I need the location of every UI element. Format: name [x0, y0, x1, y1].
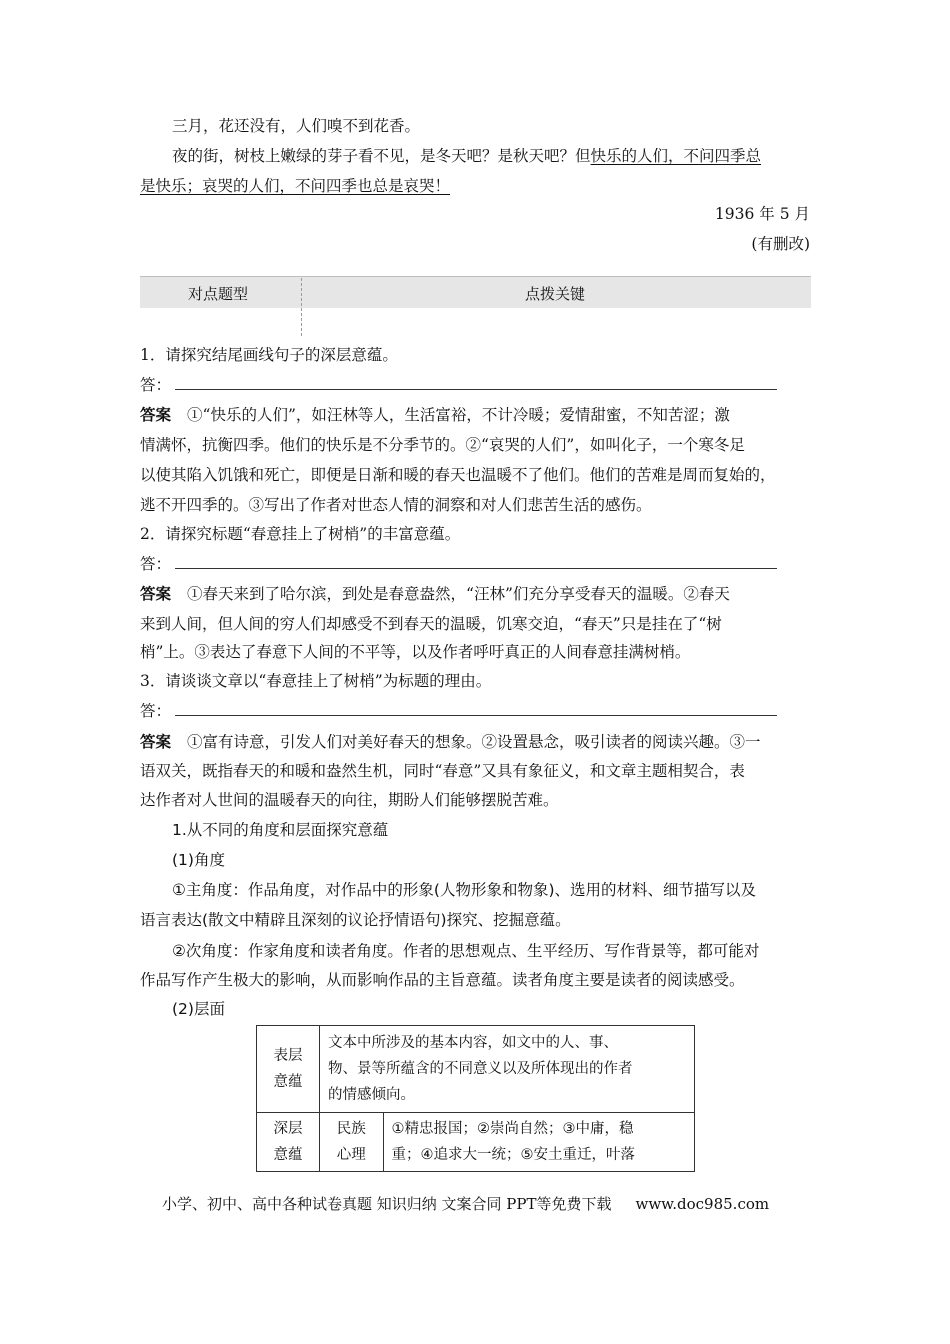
footer-text: 小学、初中、高中各种试卷真题 知识归纳 文案合同 PPT等免费下载: [162, 1195, 612, 1213]
guide-text: ①主角度：作品角度，对作品中的形象(人物形象和物象)、选用的材料、细节描写以及: [172, 881, 756, 899]
row-label: [257, 1026, 320, 1113]
header-question-type: 对点题型: [188, 285, 249, 303]
row-label-text: 表层: [273, 1048, 303, 1064]
answer-text: 以使其陷入饥饿和死亡，即便是日渐和暖的春天也温暖不了他们。他们的苦难是周而复始的，: [140, 466, 776, 484]
answer-prefix: 答：: [140, 555, 172, 573]
guide-text: 作品写作产生极大的影响，从而影响作品的主旨意蕴。读者角度主要是读者的阅读感受。: [140, 971, 745, 989]
answer-line-1: [140, 375, 777, 395]
row-content: [320, 1026, 695, 1113]
sub-label: [320, 1113, 384, 1172]
row-content: [383, 1113, 695, 1172]
row-label-text: 意蕴: [273, 1074, 303, 1090]
guide-subheading-level: (2)层面: [172, 1000, 225, 1018]
guide-heading: 1.从不同的角度和层面探究意蕴: [172, 821, 389, 839]
cell-text: ①精忠报国；②崇尚自然；③中庸，稳: [391, 1121, 634, 1137]
cell-text: 文本中所涉及的基本内容，如文中的人、事、: [328, 1035, 618, 1051]
answer-text: ①“快乐的人们”，如汪林等人，生活富裕，不计冷暖；爱情甜蜜，不知苦涩；激: [187, 406, 730, 424]
answer-text: ①富有诗意，引发人们对美好春天的想象。②设置悬念，吸引读者的阅读兴趣。③一: [187, 733, 761, 751]
section-header-bar: [140, 276, 811, 308]
page-footer: [162, 1193, 769, 1214]
answer-key-label: 答案: [140, 733, 172, 751]
underlined-sentence: 快乐的人们，不问四季总: [590, 147, 762, 165]
answer-blank: [175, 556, 777, 569]
question-3: 3．请谈谈文章以“春意挂上了树梢”为标题的理由。: [140, 672, 492, 690]
table-row: [257, 1113, 695, 1172]
passage-note: (有删改): [751, 235, 810, 253]
answer-key-1-line: [140, 405, 730, 425]
answer-key-3-line: [140, 732, 761, 752]
guide-text: ②次角度：作家角度和读者角度。作者的思想观点、生平经历、写作背景等，都可能对: [172, 942, 760, 960]
passage-paragraph: 三月，花还没有，人们嗅不到花香。: [172, 117, 421, 135]
sub-label-text: 心理: [336, 1147, 366, 1163]
footer-link[interactable]: www.doc985.com: [635, 1195, 770, 1213]
passage-paragraph: [172, 146, 761, 166]
header-key-points: 点拨关键: [525, 285, 586, 303]
answer-text: ①春天来到了哈尔滨，到处是春意盎然，“汪林”们充分享受春天的温暖。②春天: [187, 585, 730, 603]
guide-subheading-angle: (1)角度: [172, 851, 225, 869]
answer-prefix: 答：: [140, 702, 172, 720]
answer-text: 情满怀，抗衡四季。他们的快乐是不分季节的。②“哀哭的人们”，如叫化子，一个寒冬足: [140, 436, 745, 454]
cell-text: 的情感倾向。: [328, 1087, 415, 1103]
answer-key-label: 答案: [140, 585, 172, 603]
answer-text: 来到人间，但人间的穷人们却感受不到春天的温暖，饥寒交迫，“春天”只是挂在了“树: [140, 615, 722, 633]
passage-date: 1936 年 5 月: [714, 205, 810, 223]
cell-text: 物、景等所蕴含的不同意义以及所体现出的作者: [328, 1061, 633, 1077]
answer-prefix: 答：: [140, 376, 172, 394]
answer-line-2: [140, 554, 777, 574]
question-1: 1．请探究结尾画线句子的深层意蕴。: [140, 346, 398, 364]
answer-key-2-line: [140, 584, 730, 604]
row-label-text: 意蕴: [273, 1147, 303, 1163]
answer-blank: [175, 377, 777, 390]
underlined-sentence: 是快乐；哀哭的人们，不问四季也总是哀哭！: [140, 177, 451, 195]
sub-label-text: 民族: [336, 1121, 366, 1137]
answer-text: 逃不开四季的。③写出了作者对世态人情的洞察和对人们悲苦生活的感伤。: [140, 496, 652, 514]
answer-blank: [175, 703, 777, 716]
passage-text: 夜的街，树枝上嫩绿的芽子看不见，是冬天吧？是秋天吧？但: [172, 147, 591, 165]
answer-line-3: [140, 701, 777, 721]
column-divider: [301, 278, 302, 336]
question-2: 2．请探究标题“春意挂上了树梢”的丰富意蕴。: [140, 525, 461, 543]
answer-text: 语双关，既指春天的和暖和盎然生机，同时“春意”又具有象征义，和文章主题相契合，表: [140, 762, 745, 780]
guide-text: 语言表达(散文中精辟且深刻的议论抒情语句)探究、挖掘意蕴。: [140, 911, 571, 929]
answer-text: 达作者对人世间的温暖春天的向往，期盼人们能够摆脱苦难。: [140, 791, 559, 809]
cell-text: 重；④追求大一统；⑤安土重迁，叶落: [391, 1147, 635, 1163]
row-label-text: 深层: [273, 1121, 303, 1137]
answer-key-label: 答案: [140, 406, 172, 424]
table-row: [257, 1026, 695, 1113]
row-label: [257, 1113, 320, 1172]
levels-table: [256, 1025, 695, 1172]
answer-text: 梢”上。③表达了春意下人间的不平等，以及作者呼吁真正的人间春意挂满树梢。: [140, 643, 691, 661]
